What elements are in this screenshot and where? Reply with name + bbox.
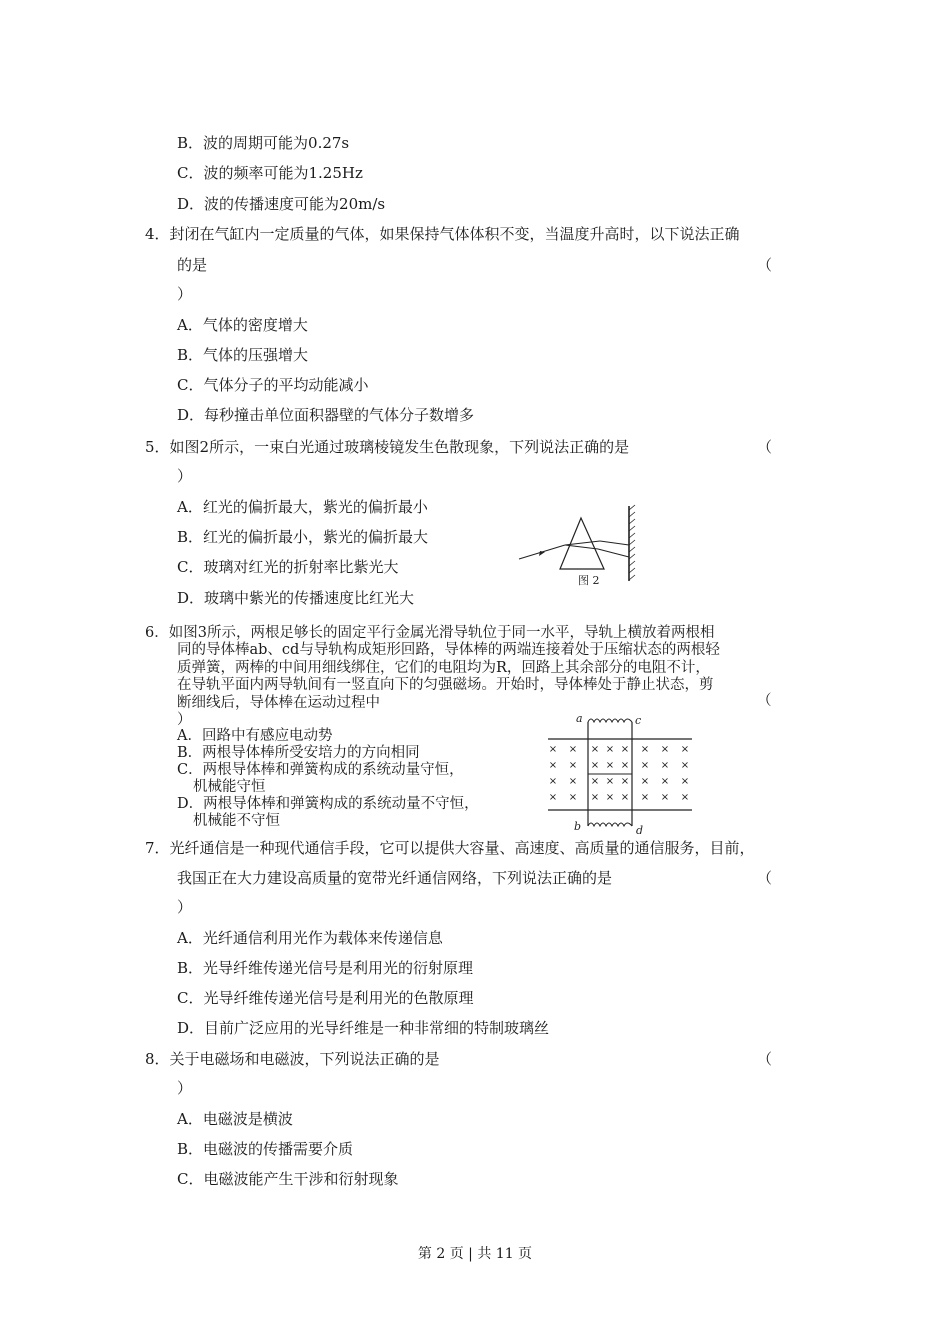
svg-text:×: ×	[568, 776, 578, 787]
svg-text:×: ×	[620, 776, 630, 787]
q6-paren-open: （	[757, 693, 772, 709]
q8-option-a: A．电磁波是横波	[177, 1110, 293, 1128]
rails-figure	[540, 712, 700, 838]
q5-stem: 5．如图2所示，一束白光通过玻璃棱镜发生色散现象，下列说法正确的是	[145, 438, 630, 456]
q6-stem-line4: 在导轨平面内两导轨间有一竖直向下的匀强磁场。开始时，导体棒处于静止状态，剪	[177, 677, 714, 693]
q8-paren-close: ）	[177, 1079, 193, 1097]
svg-text:×: ×	[605, 792, 615, 803]
svg-text:×: ×	[605, 760, 615, 771]
q8-stem: 8．关于电磁场和电磁波，下列说法正确的是	[145, 1050, 440, 1068]
q5-option-a: A．红光的偏折最大，紫光的偏折最小	[177, 498, 428, 516]
svg-text:×: ×	[548, 776, 558, 787]
q6-option-a: A．回路中有感应电动势	[177, 728, 333, 744]
q8-paren-open: （	[757, 1050, 773, 1068]
svg-text:×: ×	[548, 744, 558, 755]
q8-option-b: B．电磁波的传播需要介质	[177, 1140, 354, 1158]
q4-option-b: B．气体的压强增大	[177, 346, 309, 364]
svg-text:×: ×	[605, 744, 615, 755]
svg-text:×: ×	[660, 760, 670, 771]
q5-option-d: D．玻璃中紫光的传播速度比红光大	[177, 589, 415, 607]
svg-text:×: ×	[568, 792, 578, 803]
q7-option-a: A．光纤通信利用光作为载体来传递信息	[177, 929, 443, 947]
q4-paren-close: ）	[177, 285, 193, 303]
q8-option-c: C．电磁波能产生干涉和衍射现象	[177, 1170, 399, 1188]
label-c: c	[635, 714, 642, 727]
q6-stem-line3: 质弹簧，两棒的中间用细线绑住，它们的电阻均为R，回路上其余部分的电阻不计，	[177, 660, 710, 676]
svg-text:×: ×	[680, 776, 690, 787]
svg-text:×: ×	[568, 760, 578, 771]
svg-text:×: ×	[660, 744, 670, 755]
label-d: d	[636, 824, 644, 837]
q6-option-d-cont: 机械能不守恒	[193, 813, 280, 829]
svg-text:×: ×	[680, 744, 690, 755]
q4-stem-line2: 的是	[177, 256, 208, 274]
svg-text:×: ×	[640, 744, 650, 755]
svg-text:×: ×	[568, 744, 578, 755]
svg-text:×: ×	[620, 744, 630, 755]
q5-paren-close: ）	[177, 467, 193, 485]
q4-option-c: C．气体分子的平均动能减小	[177, 376, 369, 394]
q6-option-d: D．两根导体棒和弹簧构成的系统动量不守恒，	[177, 796, 479, 812]
label-a: a	[576, 712, 583, 725]
svg-text:×: ×	[640, 792, 650, 803]
q5-paren-open: （	[757, 438, 773, 456]
svg-text:×: ×	[680, 760, 690, 771]
q6-option-b: B．两根导体棒所受安培力的方向相同	[177, 745, 420, 761]
q6-stem-line1: 6．如图3所示，两根足够长的固定平行金属光滑导轨位于同一水平，导轨上横放着两根相	[145, 625, 715, 641]
page-footer: 第 2 页 | 共 11 页	[417, 1246, 533, 1262]
q6-option-c: C．两根导体棒和弹簧构成的系统动量守恒，	[177, 762, 464, 778]
q6-stem-line2: 同的导体棒ab、cd与导轨构成矩形回路，导体棒的两端连接着处于压缩状态的两根轻	[177, 642, 720, 658]
svg-text:×: ×	[620, 792, 630, 803]
svg-text:×: ×	[590, 792, 600, 803]
q6-paren-close: ）	[177, 712, 192, 728]
svg-text:×: ×	[590, 760, 600, 771]
svg-text:×: ×	[590, 744, 600, 755]
svg-text:×: ×	[660, 792, 670, 803]
q4-paren-open: （	[757, 256, 773, 274]
q7-option-b: B．光导纤维传递光信号是利用光的衍射原理	[177, 959, 474, 977]
q3-option-c: C．波的频率可能为1.25Hz	[177, 164, 363, 182]
svg-text:×: ×	[605, 776, 615, 787]
svg-text:×: ×	[620, 760, 630, 771]
svg-text:×: ×	[590, 776, 600, 787]
q6-stem-line5: 断细线后，导体棒在运动过程中	[177, 695, 380, 711]
q3-option-b: B．波的周期可能为0.27s	[177, 134, 350, 152]
q4-stem-line1: 4．封闭在气缸内一定质量的气体，如果保持气体体积不变，当温度升高时，以下说法正确	[145, 225, 740, 243]
q7-paren-open: （	[757, 869, 773, 887]
q7-paren-close: ）	[177, 898, 193, 916]
q5-option-b: B．红光的偏折最小，紫光的偏折最大	[177, 528, 429, 546]
q7-option-c: C．光导纤维传递光信号是利用光的色散原理	[177, 989, 474, 1007]
q7-option-d: D．目前广泛应用的光导纤维是一种非常细的特制玻璃丝	[177, 1019, 550, 1037]
figure2-caption: 图 2	[578, 574, 600, 587]
q6-option-c-cont: 机械能守恒	[193, 779, 266, 795]
svg-text:×: ×	[548, 760, 558, 771]
svg-text:×: ×	[548, 792, 558, 803]
svg-text:×: ×	[640, 776, 650, 787]
q3-option-d: D．波的传播速度可能为20m/s	[177, 195, 386, 213]
q5-option-c: C．玻璃对红光的折射率比紫光大	[177, 558, 399, 576]
q4-option-a: A．气体的密度增大	[177, 316, 308, 334]
q4-option-d: D．每秒撞击单位面积器壁的气体分子数增多	[177, 406, 475, 424]
q7-stem-line1: 7．光纤通信是一种现代通信手段，它可以提供大容量、高速度、高质量的通信服务，目前，	[145, 839, 755, 857]
svg-text:×: ×	[640, 760, 650, 771]
svg-text:×: ×	[680, 792, 690, 803]
svg-text:×: ×	[660, 776, 670, 787]
q7-stem-line2: 我国正在大力建设高质量的宽带光纤通信网络，下列说法正确的是	[177, 869, 613, 887]
label-b: b	[574, 820, 582, 833]
